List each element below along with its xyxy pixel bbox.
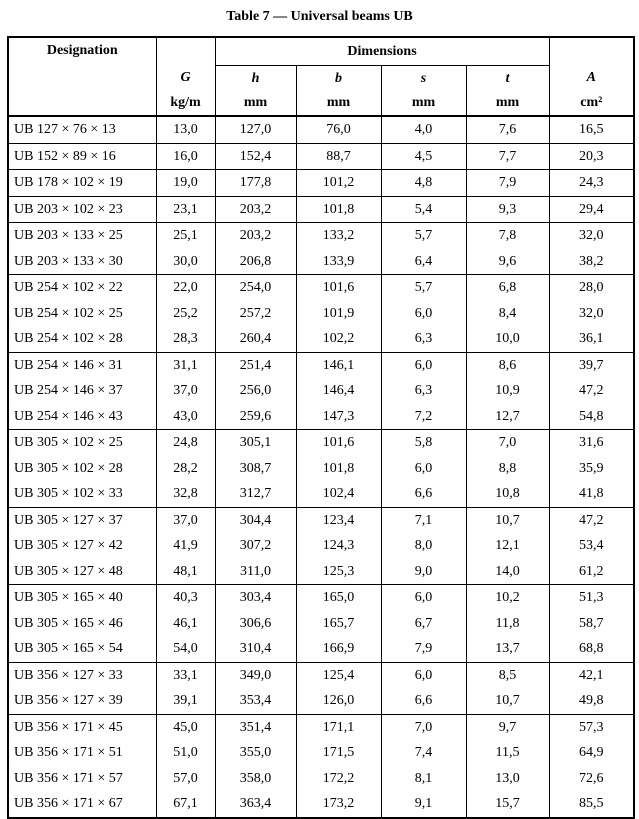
value-cell: 203,2 bbox=[215, 196, 296, 223]
value-cell: 14,0 bbox=[466, 559, 549, 585]
value-cell: 41,8 bbox=[549, 481, 634, 507]
value-cell: 6,8 bbox=[466, 275, 549, 301]
value-cell: 32,0 bbox=[549, 301, 634, 327]
value-cell: 24,8 bbox=[156, 430, 215, 456]
value-cell: 8,1 bbox=[381, 766, 466, 792]
table-body bbox=[8, 116, 634, 818]
designation-cell: UB 356 × 171 × 45 bbox=[8, 714, 156, 740]
value-cell: 9,7 bbox=[466, 714, 549, 740]
value-cell: 25,1 bbox=[156, 223, 215, 249]
value-cell: 6,0 bbox=[381, 585, 466, 611]
value-cell: 54,8 bbox=[549, 404, 634, 430]
value-cell: 125,4 bbox=[296, 662, 381, 688]
value-cell: 7,0 bbox=[381, 714, 466, 740]
value-cell: 101,6 bbox=[296, 275, 381, 301]
designation-cell: UB 178 × 102 × 19 bbox=[8, 170, 156, 197]
column-unit: cm² bbox=[549, 91, 634, 116]
value-cell: 147,3 bbox=[296, 404, 381, 430]
table-header bbox=[8, 37, 634, 116]
value-cell: 10,2 bbox=[466, 585, 549, 611]
value-cell: 124,3 bbox=[296, 533, 381, 559]
designation-cell: UB 305 × 102 × 25 bbox=[8, 430, 156, 456]
value-cell: 6,3 bbox=[381, 326, 466, 352]
value-cell: 102,2 bbox=[296, 326, 381, 352]
value-cell: 257,2 bbox=[215, 301, 296, 327]
value-cell: 5,8 bbox=[381, 430, 466, 456]
value-cell: 28,3 bbox=[156, 326, 215, 352]
value-cell: 4,5 bbox=[381, 143, 466, 170]
value-cell: 29,4 bbox=[549, 196, 634, 223]
value-cell: 32,0 bbox=[549, 223, 634, 249]
value-cell: 146,1 bbox=[296, 352, 381, 378]
designation-cell: UB 305 × 165 × 40 bbox=[8, 585, 156, 611]
column-unit: mm bbox=[466, 91, 549, 116]
designation-cell: UB 305 × 127 × 37 bbox=[8, 507, 156, 533]
value-cell: 11,8 bbox=[466, 611, 549, 637]
table-row bbox=[8, 688, 634, 714]
value-cell: 10,8 bbox=[466, 481, 549, 507]
value-cell: 260,4 bbox=[215, 326, 296, 352]
value-cell: 13,0 bbox=[466, 766, 549, 792]
table-row bbox=[8, 611, 634, 637]
value-cell: 64,9 bbox=[549, 740, 634, 766]
value-cell: 256,0 bbox=[215, 378, 296, 404]
value-cell: 39,1 bbox=[156, 688, 215, 714]
value-cell: 127,0 bbox=[215, 116, 296, 143]
value-cell: 46,1 bbox=[156, 611, 215, 637]
value-cell: 349,0 bbox=[215, 662, 296, 688]
designation-cell: UB 305 × 127 × 42 bbox=[14, 538, 123, 554]
value-cell: 51,0 bbox=[156, 740, 215, 766]
value-cell: 7,2 bbox=[381, 404, 466, 430]
value-cell: 40,3 bbox=[156, 585, 215, 611]
value-cell: 6,0 bbox=[381, 662, 466, 688]
value-cell: 47,2 bbox=[549, 507, 634, 533]
table-row bbox=[8, 404, 634, 430]
value-cell: 254,0 bbox=[215, 275, 296, 301]
value-cell: 25,2 bbox=[156, 301, 215, 327]
table-row bbox=[8, 143, 634, 170]
value-cell: 57,0 bbox=[156, 766, 215, 792]
value-cell: 9,3 bbox=[466, 196, 549, 223]
column-symbol-s: s bbox=[381, 66, 466, 92]
value-cell: 307,2 bbox=[215, 533, 296, 559]
value-cell: 152,4 bbox=[215, 143, 296, 170]
column-unit: mm bbox=[296, 91, 381, 116]
value-cell: 305,1 bbox=[215, 430, 296, 456]
value-cell: 7,9 bbox=[466, 170, 549, 197]
designation-cell: UB 203 × 102 × 23 bbox=[8, 196, 156, 223]
designation-cell: UB 254 × 146 × 31 bbox=[8, 352, 156, 378]
value-cell: 312,7 bbox=[215, 481, 296, 507]
table-row bbox=[8, 507, 634, 533]
value-cell: 101,9 bbox=[296, 301, 381, 327]
value-cell: 101,8 bbox=[296, 196, 381, 223]
value-cell: 306,6 bbox=[215, 611, 296, 637]
table-row bbox=[8, 378, 634, 404]
designation-cell: UB 254 × 102 × 28 bbox=[14, 331, 123, 347]
value-cell: 31,6 bbox=[549, 430, 634, 456]
value-cell: 6,3 bbox=[381, 378, 466, 404]
designation-cell: UB 127 × 76 × 13 bbox=[8, 116, 156, 143]
value-cell: 16,0 bbox=[156, 143, 215, 170]
value-cell: 9,1 bbox=[381, 791, 466, 818]
column-unit: mm bbox=[381, 91, 466, 116]
value-cell: 15,7 bbox=[466, 791, 549, 818]
designation-cell: UB 203 × 133 × 30 bbox=[14, 253, 123, 269]
value-cell: 6,7 bbox=[381, 611, 466, 637]
value-cell: 76,0 bbox=[296, 116, 381, 143]
value-cell: 68,8 bbox=[549, 636, 634, 662]
value-cell: 166,9 bbox=[296, 636, 381, 662]
table-row bbox=[8, 249, 634, 275]
value-cell: 311,0 bbox=[215, 559, 296, 585]
value-cell: 10,7 bbox=[466, 688, 549, 714]
column-unit: mm bbox=[215, 91, 296, 116]
designation-cell: UB 305 × 165 × 46 bbox=[14, 615, 123, 631]
column-symbol-A: A bbox=[549, 66, 634, 92]
value-cell: 133,2 bbox=[296, 223, 381, 249]
table-row bbox=[8, 559, 634, 585]
value-cell: 11,5 bbox=[466, 740, 549, 766]
value-cell: 101,6 bbox=[296, 430, 381, 456]
value-cell: 49,8 bbox=[549, 688, 634, 714]
value-cell: 303,4 bbox=[215, 585, 296, 611]
value-cell: 72,6 bbox=[549, 766, 634, 792]
value-cell: 13,0 bbox=[156, 116, 215, 143]
designation-cell: UB 305 × 102 × 28 bbox=[14, 460, 123, 476]
value-cell: 54,0 bbox=[156, 636, 215, 662]
column-unit: kg/m bbox=[156, 91, 215, 116]
column-symbol-G: G bbox=[156, 66, 215, 92]
designation-cell: UB 305 × 102 × 33 bbox=[14, 486, 123, 502]
designation-header: Designation bbox=[46, 43, 118, 58]
table-row bbox=[8, 430, 634, 456]
value-cell: 165,7 bbox=[296, 611, 381, 637]
table-row bbox=[8, 275, 634, 301]
table-row bbox=[8, 533, 634, 559]
value-cell: 41,9 bbox=[156, 533, 215, 559]
value-cell: 48,1 bbox=[156, 559, 215, 585]
value-cell: 126,0 bbox=[296, 688, 381, 714]
value-cell: 19,0 bbox=[156, 170, 215, 197]
value-cell: 37,0 bbox=[156, 507, 215, 533]
value-cell: 101,2 bbox=[296, 170, 381, 197]
table-row bbox=[8, 352, 634, 378]
value-cell: 37,0 bbox=[156, 378, 215, 404]
value-cell: 6,6 bbox=[381, 688, 466, 714]
value-cell: 10,0 bbox=[466, 326, 549, 352]
value-cell: 51,3 bbox=[549, 585, 634, 611]
value-cell: 358,0 bbox=[215, 766, 296, 792]
designation-cell: UB 254 × 102 × 22 bbox=[8, 275, 156, 301]
value-cell: 7,6 bbox=[466, 116, 549, 143]
value-cell: 43,0 bbox=[156, 404, 215, 430]
value-cell: 58,7 bbox=[549, 611, 634, 637]
value-cell: 102,4 bbox=[296, 481, 381, 507]
value-cell: 351,4 bbox=[215, 714, 296, 740]
value-cell: 259,6 bbox=[215, 404, 296, 430]
designation-cell: UB 152 × 89 × 16 bbox=[8, 143, 156, 170]
value-cell: 173,2 bbox=[296, 791, 381, 818]
value-cell: 308,7 bbox=[215, 456, 296, 482]
table-row bbox=[8, 481, 634, 507]
table-row bbox=[8, 301, 634, 327]
value-cell: 310,4 bbox=[215, 636, 296, 662]
value-cell: 28,2 bbox=[156, 456, 215, 482]
value-cell: 30,0 bbox=[156, 249, 215, 275]
table-row bbox=[8, 170, 634, 197]
value-cell: 125,3 bbox=[296, 559, 381, 585]
table-row bbox=[8, 662, 634, 688]
value-cell: 53,4 bbox=[549, 533, 634, 559]
table-row bbox=[8, 714, 634, 740]
value-cell: 177,8 bbox=[215, 170, 296, 197]
value-cell: 353,4 bbox=[215, 688, 296, 714]
value-cell: 22,0 bbox=[156, 275, 215, 301]
value-cell: 28,0 bbox=[549, 275, 634, 301]
value-cell: 172,2 bbox=[296, 766, 381, 792]
value-cell: 33,1 bbox=[156, 662, 215, 688]
value-cell: 12,7 bbox=[466, 404, 549, 430]
value-cell: 13,7 bbox=[466, 636, 549, 662]
value-cell: 35,9 bbox=[549, 456, 634, 482]
value-cell: 363,4 bbox=[215, 791, 296, 818]
designation-cell: UB 356 × 171 × 57 bbox=[14, 770, 123, 786]
table-row bbox=[8, 585, 634, 611]
table-title: Table 7 — Universal beams UB bbox=[226, 9, 413, 24]
value-cell: 4,0 bbox=[381, 116, 466, 143]
designation-cell: UB 305 × 127 × 48 bbox=[14, 563, 123, 579]
value-cell: 57,3 bbox=[549, 714, 634, 740]
value-cell: 7,7 bbox=[466, 143, 549, 170]
value-cell: 8,4 bbox=[466, 301, 549, 327]
value-cell: 8,0 bbox=[381, 533, 466, 559]
value-cell: 8,5 bbox=[466, 662, 549, 688]
value-cell: 88,7 bbox=[296, 143, 381, 170]
table-row bbox=[8, 456, 634, 482]
designation-cell: UB 356 × 127 × 33 bbox=[8, 662, 156, 688]
table-row bbox=[8, 223, 634, 249]
value-cell: 42,1 bbox=[549, 662, 634, 688]
value-cell: 38,2 bbox=[549, 249, 634, 275]
value-cell: 20,3 bbox=[549, 143, 634, 170]
value-cell: 6,0 bbox=[381, 301, 466, 327]
universal-beams-table bbox=[7, 36, 635, 819]
value-cell: 10,7 bbox=[466, 507, 549, 533]
value-cell: 31,1 bbox=[156, 352, 215, 378]
column-symbol-b: b bbox=[296, 66, 381, 92]
value-cell: 101,8 bbox=[296, 456, 381, 482]
value-cell: 133,9 bbox=[296, 249, 381, 275]
designation-cell: UB 356 × 171 × 51 bbox=[14, 745, 123, 761]
table-row bbox=[8, 196, 634, 223]
value-cell: 8,8 bbox=[466, 456, 549, 482]
designation-cell: UB 356 × 127 × 39 bbox=[14, 693, 123, 709]
value-cell: 304,4 bbox=[215, 507, 296, 533]
value-cell: 45,0 bbox=[156, 714, 215, 740]
value-cell: 5,7 bbox=[381, 275, 466, 301]
value-cell: 5,4 bbox=[381, 196, 466, 223]
value-cell: 7,1 bbox=[381, 507, 466, 533]
table-row bbox=[8, 636, 634, 662]
table-row bbox=[8, 740, 634, 766]
value-cell: 8,6 bbox=[466, 352, 549, 378]
value-cell: 6,0 bbox=[381, 456, 466, 482]
table-row bbox=[8, 326, 634, 352]
value-cell: 67,1 bbox=[156, 791, 215, 818]
column-symbol-h: h bbox=[215, 66, 296, 92]
value-cell: 146,4 bbox=[296, 378, 381, 404]
value-cell: 12,1 bbox=[466, 533, 549, 559]
value-cell: 206,8 bbox=[215, 249, 296, 275]
value-cell: 6,0 bbox=[381, 352, 466, 378]
value-cell: 39,7 bbox=[549, 352, 634, 378]
value-cell: 165,0 bbox=[296, 585, 381, 611]
designation-cell: UB 356 × 171 × 67 bbox=[14, 796, 123, 812]
designation-cell: UB 254 × 102 × 25 bbox=[14, 305, 123, 321]
table-row bbox=[8, 116, 634, 143]
value-cell: 171,5 bbox=[296, 740, 381, 766]
dimensions-header: Dimensions bbox=[215, 37, 549, 66]
value-cell: 9,0 bbox=[381, 559, 466, 585]
value-cell: 203,2 bbox=[215, 223, 296, 249]
value-cell: 6,4 bbox=[381, 249, 466, 275]
value-cell: 32,8 bbox=[156, 481, 215, 507]
value-cell: 171,1 bbox=[296, 714, 381, 740]
designation-cell: UB 305 × 165 × 54 bbox=[14, 641, 123, 657]
value-cell: 36,1 bbox=[549, 326, 634, 352]
value-cell: 61,2 bbox=[549, 559, 634, 585]
value-cell: 7,9 bbox=[381, 636, 466, 662]
value-cell: 7,0 bbox=[466, 430, 549, 456]
value-cell: 16,5 bbox=[549, 116, 634, 143]
value-cell: 23,1 bbox=[156, 196, 215, 223]
table-row bbox=[8, 791, 634, 818]
designation-cell: UB 254 × 146 × 43 bbox=[14, 408, 123, 424]
value-cell: 7,4 bbox=[381, 740, 466, 766]
value-cell: 9,6 bbox=[466, 249, 549, 275]
value-cell: 4,8 bbox=[381, 170, 466, 197]
value-cell: 6,6 bbox=[381, 481, 466, 507]
value-cell: 123,4 bbox=[296, 507, 381, 533]
value-cell: 47,2 bbox=[549, 378, 634, 404]
designation-cell: UB 203 × 133 × 25 bbox=[8, 223, 156, 249]
value-cell: 85,5 bbox=[549, 791, 634, 818]
value-cell: 24,3 bbox=[549, 170, 634, 197]
value-cell: 7,8 bbox=[466, 223, 549, 249]
value-cell: 251,4 bbox=[215, 352, 296, 378]
column-symbol-t: t bbox=[466, 66, 549, 92]
value-cell: 355,0 bbox=[215, 740, 296, 766]
value-cell: 5,7 bbox=[381, 223, 466, 249]
value-cell: 10,9 bbox=[466, 378, 549, 404]
designation-cell: UB 254 × 146 × 37 bbox=[14, 383, 123, 399]
table-row bbox=[8, 766, 634, 792]
